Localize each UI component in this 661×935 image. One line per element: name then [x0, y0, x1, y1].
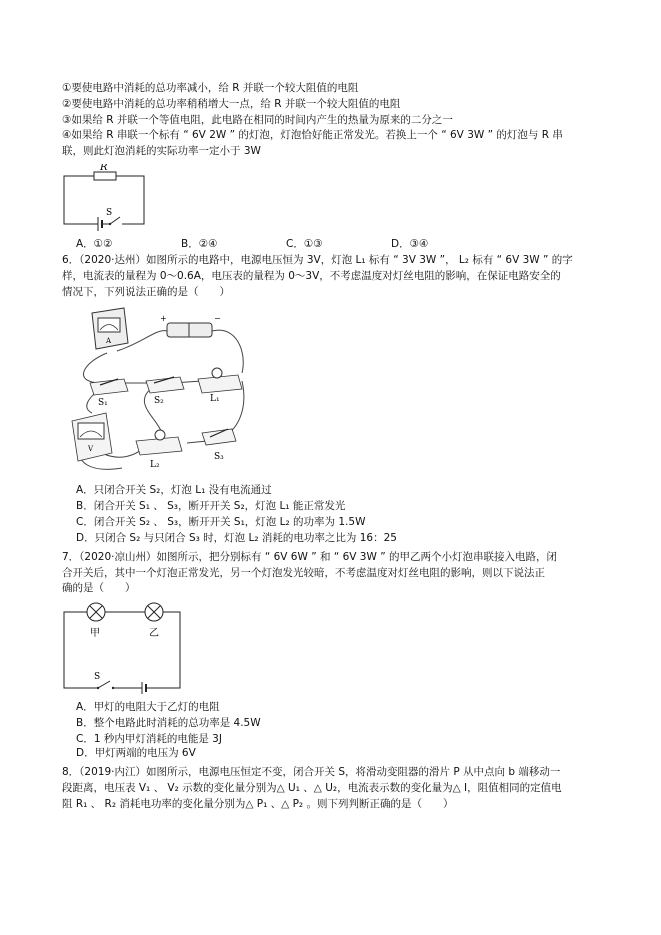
q7-stem-line-3: 确的是（ ）: [62, 582, 136, 594]
q5-resistor-label: R: [100, 164, 108, 173]
q5-statement-2: ②要使电路中消耗的总功率稍稍增大一点，给 R 并联一个较大阻值的电阻: [62, 98, 401, 110]
q5-option-a[interactable]: A．①②: [76, 238, 113, 250]
q8-stem-line-3: 阻 R₁ 、 R₂ 消耗电功率的变化量分别为△ P₁ 、△ P₂ 。则下列判断正确的是（ ）: [62, 798, 454, 810]
q6-stem-line-3: 情况下，下列说法正确的是（ ）: [62, 286, 230, 298]
q7-option-c[interactable]: C．1 秒内甲灯消耗的电能是 3J: [76, 733, 222, 745]
q5-options: [76, 236, 496, 253]
q5-switch-label: S: [106, 208, 113, 218]
q7-circuit-diagram: [58, 598, 188, 694]
q8-stem-line-2: 段距离，电压表 V₁ 、 V₂ 示数的变化量分别为△ U₁ 、△ U₂，电流表示数的变化量为△ I，阻值相同的定值电: [62, 782, 562, 794]
q5-option-d[interactable]: D．③④: [391, 238, 429, 250]
q6-option-d[interactable]: D．只闭合 S₂ 与只闭合 S₃ 时，灯泡 L₂ 消耗的电功率之比为 16：25: [76, 532, 397, 544]
label-l1: L₁: [210, 394, 220, 404]
q5-option-b[interactable]: B．②④: [181, 238, 218, 250]
lamp-l2-icon: [155, 430, 165, 440]
q7-option-d[interactable]: D．甲灯两端的电压为 6V: [76, 747, 196, 759]
q7-option-b[interactable]: B．整个电路此时消耗的总功率是 4.5W: [76, 717, 261, 729]
label-l2: L₂: [150, 460, 160, 470]
battery-plus-label: +: [160, 314, 167, 323]
lamp-l1-icon: [212, 368, 222, 378]
battery-icon: [160, 314, 221, 337]
battery-minus-label: −: [214, 314, 221, 323]
q7-stem-line-2: 合开关后，其中一个灯泡正常发光，另一个灯泡发光较暗，不考虑温度对灯丝电阻的影响，则以下说法正: [62, 567, 545, 579]
label-s2: S₂: [154, 396, 164, 406]
q5-statement-3: ③如果给 R 并联一个等值电阻，此电路在相同的时间内产生的热量为原来的二分之一: [62, 114, 453, 126]
q6-option-c[interactable]: C．闭合开关 S₂ 、 S₃，断开开关 S₁，灯泡 L₂ 的功率为 1.5W: [76, 516, 366, 528]
q6-option-a[interactable]: A．只闭合开关 S₂，灯泡 L₁ 没有电流通过: [76, 484, 272, 496]
q5-statement-1: ①要使电路中消耗的总功率减小，给 R 并联一个较大阻值的电阻: [62, 82, 359, 94]
q6-stem-line-1: 6．（2020·达州）如图所示的电路中，电源电压恒为 3V，灯泡 L₁ 标有 “ 3V 3W ”， L₂ 标有 “ 6V 3W ” 的字: [62, 254, 573, 266]
q8-stem-line-1: 8．（2019·内江）如图所示，电源电压恒定不变，闭合开关 S，将滑动变阻器的滑片 P 从中点向 b 端移动一: [62, 766, 561, 778]
label-s1: S₁: [98, 398, 108, 408]
q7-option-a[interactable]: A．甲灯的电阻大于乙灯的电阻: [76, 701, 220, 713]
q6-stem-line-2: 样，电流表的量程为 0～0.6A，电压表的量程为 0～3V，不考虑温度对灯丝电阻的影响，在保证电路安全的: [62, 270, 561, 282]
q7-switch-label: S: [94, 672, 101, 682]
q5-circuit-diagram: [58, 164, 154, 236]
lamp-yi-label: 乙: [149, 628, 159, 639]
ammeter-label: A: [106, 337, 112, 345]
q5-statement-4-cont: 联，则此灯泡消耗的实际功率一定小于 3W: [62, 145, 261, 157]
q6-option-b[interactable]: B．闭合开关 S₁ 、 S₃，断开开关 S₂，灯泡 L₁ 能正常发光: [76, 500, 346, 512]
lamp-jia-label: 甲: [90, 628, 100, 639]
label-s3: S₃: [214, 452, 224, 462]
ammeter-icon: [92, 308, 128, 349]
q5-option-c[interactable]: C．①③: [286, 238, 323, 250]
voltmeter-label: V: [88, 445, 94, 453]
q5-statement-4: ④如果给 R 串联一个标有 “ 6V 2W ” 的灯泡，灯泡恰好能正常发光。若换上一个 “ 6V 3W ” 的灯泡与 R 串: [62, 129, 563, 141]
q6-circuit-diagram: [62, 303, 262, 478]
q7-stem-line-1: 7．（2020·凉山州）如图所示，把分别标有 “ 6V 6W ” 和 “ 6V 3W ” 的甲乙两个小灯泡串联接入电路，闭: [62, 551, 557, 563]
